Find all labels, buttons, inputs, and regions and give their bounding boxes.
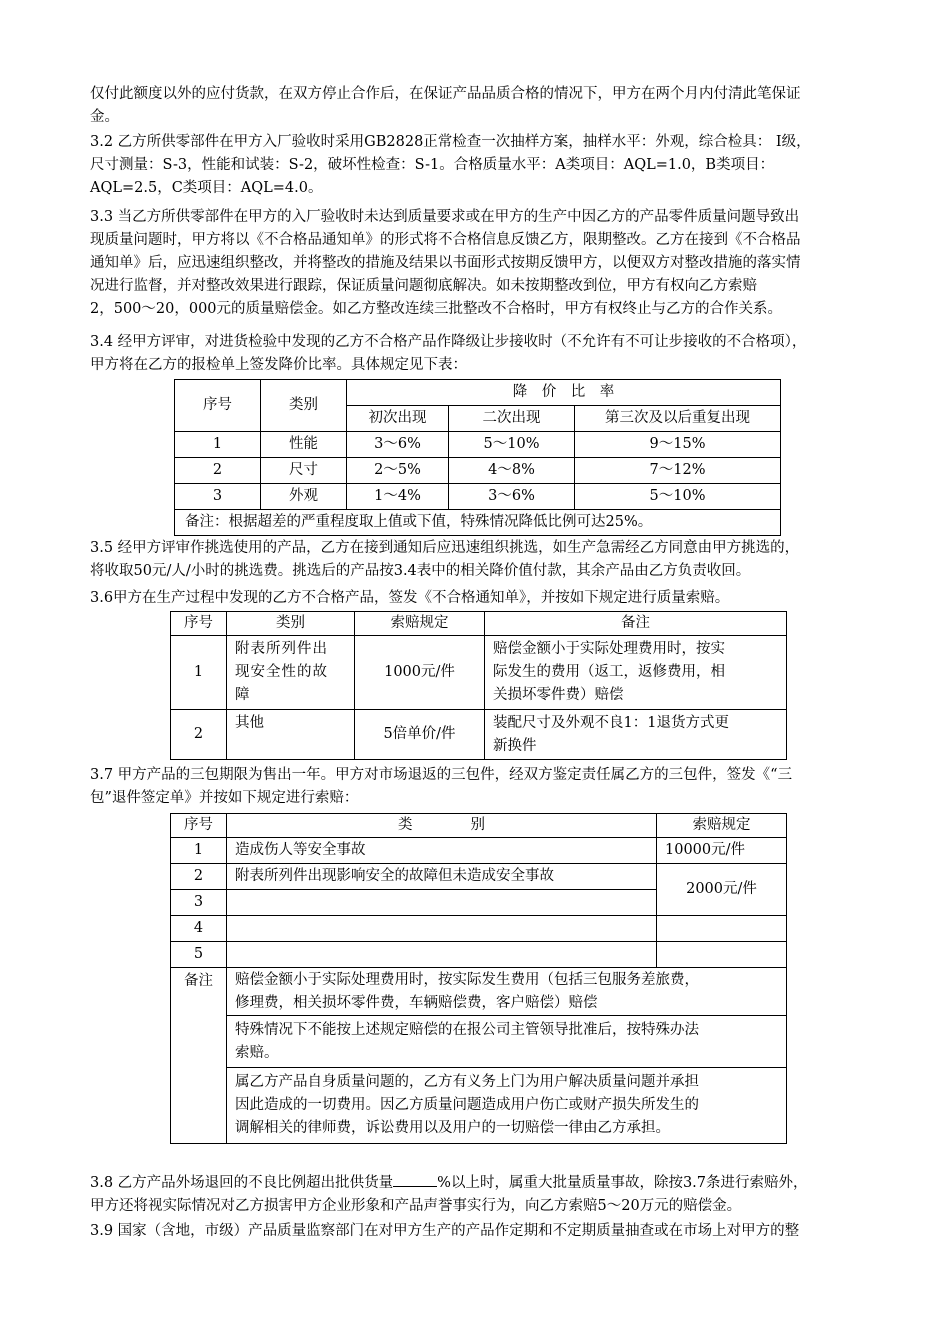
header-seq: 序号 (171, 814, 227, 838)
paragraph-3-2 (90, 131, 890, 200)
header-second: 二次出现 (449, 406, 575, 432)
note-item (227, 1068, 787, 1144)
cell-category: 其他 (227, 710, 355, 760)
table-row (175, 432, 781, 458)
cell-remark (485, 710, 787, 760)
table-note: 备注：根据超差的严重程度取上值或下值，特殊情况降低比例可达25%。 (175, 510, 781, 536)
header-reduction-rate: 降 价 比 率 (347, 380, 781, 406)
text-line: 通知单》后，应迅速组织整改，并将整改的措施及结果以书面形式按期反馈甲方，以便双方对整改措施的落实情 (90, 255, 801, 271)
text-line: 包”退件签定单》并按如下规定进行索赔： (90, 790, 359, 806)
text-line: 尺寸测量：S-3，性能和试装：S-2，破坏性检查：S-1。合格质量水平：A类项目：AQL=1.0，B类项目： (90, 157, 775, 173)
header-seq: 序号 (175, 380, 261, 432)
table-row (175, 458, 781, 484)
cell-seq: 1 (175, 432, 261, 458)
text-line: 将收取50元/人/小时的挑选费。挑选后的产品按3.4表中的相关降价值付款，其余产品由乙方负责收回。 (90, 563, 751, 579)
header-first: 初次出现 (347, 406, 449, 432)
cell-first: 3～6% (347, 432, 449, 458)
header-seq: 序号 (171, 612, 227, 636)
paragraph-3-7 (90, 764, 890, 810)
cell-claim-rule: 5倍单价/件 (355, 710, 485, 760)
note-item (227, 1016, 787, 1068)
text-fragment: 3.8 乙方产品外场退回的不良比例超出批供货量 (90, 1175, 394, 1191)
cell-category (227, 890, 657, 916)
warranty-claim-table (170, 813, 787, 1144)
cell-line: 赔偿金额小于实际处理费用时，按实际发生费用（包括三包服务差旅费， (235, 971, 699, 988)
text-line: 甲方将在乙方的报检单上签发降价比率。具体规定见下表： (90, 357, 467, 373)
cell-seq: 2 (171, 710, 227, 760)
cell-first: 1～4% (347, 484, 449, 510)
cell-claim-rule (657, 942, 787, 968)
text-line: 3.7 甲方产品的三包期限为售出一年。甲方对市场退返的三包件，经双方鉴定责任属乙方的三包件，签发《“三 (90, 767, 793, 783)
cell-category: 性能 (261, 432, 347, 458)
header-claim-rule: 索赔规定 (355, 612, 485, 636)
cell-remark (485, 636, 787, 710)
cell-line: 属乙方产品自身质量问题的，乙方有义务上门为用户解决质量问题并承担 (235, 1074, 699, 1090)
note-item (227, 968, 787, 1016)
paragraph-3-3 (90, 206, 890, 321)
text-line: 3.5 经甲方评审作挑选使用的产品，乙方在接到通知后应迅速组织挑选，如生产急需经乙方同意由甲方挑选的， (90, 540, 800, 556)
cell-line: 修理费，相关损坏零件费，车辆赔偿费，客户赔偿）赔偿 (235, 994, 598, 1011)
table-row (171, 636, 787, 710)
header-category: 类别 (261, 380, 347, 432)
cell-category: 尺寸 (261, 458, 347, 484)
paragraph-3-5 (90, 537, 890, 583)
cell-seq: 2 (175, 458, 261, 484)
paragraph-deposit (90, 83, 890, 129)
header-category: 类 别 (227, 814, 657, 838)
cell-line: 新换件 (493, 737, 537, 754)
note-label: 备注 (171, 968, 227, 1144)
cell-second: 3～6% (449, 484, 575, 510)
cell-third: 9～15% (575, 432, 781, 458)
text-line: 况进行监督，并对整改效果进行跟踪，保证质量问题彻底解决。如未按期整改到位，甲方有权向乙方索赔 (90, 278, 757, 294)
header-category: 类别 (227, 612, 355, 636)
cell-second: 4～8% (449, 458, 575, 484)
paragraph-3-6 (90, 587, 890, 610)
cell-seq: 2 (171, 864, 227, 890)
text-line: 3.9 国家（含地，市级）产品质量监察部门在对甲方生产的产品作定期和不定期质量抽查或在市场上对甲方的整 (90, 1223, 800, 1239)
fill-in-blank[interactable] (393, 1172, 437, 1187)
cell-first: 2～5% (347, 458, 449, 484)
text-line (90, 1172, 890, 1195)
cell-line: 特殊情况下不能按上述规定赔偿的在报公司主管领导批准后，按特殊办法 (235, 1021, 699, 1038)
header-third: 第三次及以后重复出现 (575, 406, 781, 432)
cell-line: 索赔。 (235, 1044, 279, 1061)
table-row (175, 484, 781, 510)
table-row (171, 864, 787, 890)
text-line: 3.3 当乙方所供零部件在甲方的入厂验收时未达到质量要求或在甲方的生产中因乙方的产品零件质量问题导致出 (90, 209, 800, 225)
cell-line: 障 (235, 687, 251, 703)
cell-seq: 1 (171, 636, 227, 710)
price-reduction-table (174, 379, 781, 536)
cell-claim-rule: 10000元/件 (657, 838, 787, 864)
table-row (171, 916, 787, 942)
text-line: 金。 (90, 109, 119, 125)
cell-line: 调解相关的律师费，诉讼费用以及用户的一切赔偿一律由乙方承担。 (235, 1120, 670, 1136)
cell-category: 造成伤人等安全事故 (227, 838, 657, 864)
text-line: 甲方还将视实际情况对乙方损害甲方企业形象和产品声誉事实行为，向乙方索赔5～20万元的赔偿金。 (90, 1198, 742, 1214)
cell-third: 5～10% (575, 484, 781, 510)
text-line: 3.2 乙方所供零部件在甲方入厂验收时采用GB2828正常检查一次抽样方案，抽样水平：外观，综合检具： Ⅰ级， (90, 134, 811, 150)
header-remark: 备注 (485, 612, 787, 636)
text-line: 仅付此额度以外的应付货款，在双方停止合作后，在保证产品品质合格的情况下，甲方在两个月内付清此笔保证 (90, 86, 801, 102)
cell-line: 装配尺寸及外观不良1：1退货方式更 (493, 714, 729, 731)
text-line: 2，500～20，000元的质量赔偿金。如乙方整改连续三批整改不合格时，甲方有权终止与乙方的合作关系。 (90, 301, 783, 317)
text-line: 现质量问题时，甲方将以《不合格品通知单》的形式将不合格信息反馈乙方，限期整改。乙方在接到《不合格品 (90, 232, 801, 248)
paragraph-3-4 (90, 331, 890, 377)
cell-line: 现安全性的故 (235, 664, 328, 680)
text-line: 3.4 经甲方评审，对进货检验中发现的乙方不合格产品作降级让步接收时（不允许有不可让步接收的不合格项）， (90, 334, 807, 350)
cell-seq: 1 (171, 838, 227, 864)
paragraph-3-9 (90, 1220, 890, 1243)
cell-third: 7～12% (575, 458, 781, 484)
cell-line: 关损坏零件费）赔偿 (493, 687, 624, 703)
cell-claim-rule: 2000元/件 (657, 864, 787, 916)
cell-seq: 4 (171, 916, 227, 942)
text-fragment: %以上时，属重大批量质量事故，除按3.7条进行索赔外， (437, 1175, 808, 1191)
cell-category (227, 636, 355, 710)
cell-second: 5～10% (449, 432, 575, 458)
quality-claim-table (170, 611, 787, 760)
cell-line: 际发生的费用（返工，返修费用，相 (493, 664, 725, 680)
header-claim-rule: 索赔规定 (657, 814, 787, 838)
text-line: 3.6甲方在生产过程中发现的乙方不合格产品，签发《不合格通知单》，并按如下规定进行质量索赔。 (90, 590, 730, 606)
table-row (171, 838, 787, 864)
cell-claim-rule: 1000元/件 (355, 636, 485, 710)
paragraph-3-8 (90, 1172, 890, 1218)
cell-seq: 5 (171, 942, 227, 968)
cell-category: 外观 (261, 484, 347, 510)
cell-category (227, 916, 657, 942)
cell-category: 附表所列件出现影响安全的故障但未造成安全事故 (227, 864, 657, 890)
cell-seq: 3 (175, 484, 261, 510)
cell-seq: 3 (171, 890, 227, 916)
cell-line: 因此造成的一切费用。因乙方质量问题造成用户伤亡或财产损失所发生的 (235, 1097, 699, 1113)
cell-claim-rule (657, 916, 787, 942)
cell-line: 赔偿金额小于实际处理费用时，按实 (493, 641, 725, 657)
text-line: AQL=2.5，C类项目：AQL=4.0。 (90, 180, 323, 196)
cell-category (227, 942, 657, 968)
table-row (171, 710, 787, 760)
table-row (171, 942, 787, 968)
cell-line: 附表所列件出 (235, 641, 328, 657)
